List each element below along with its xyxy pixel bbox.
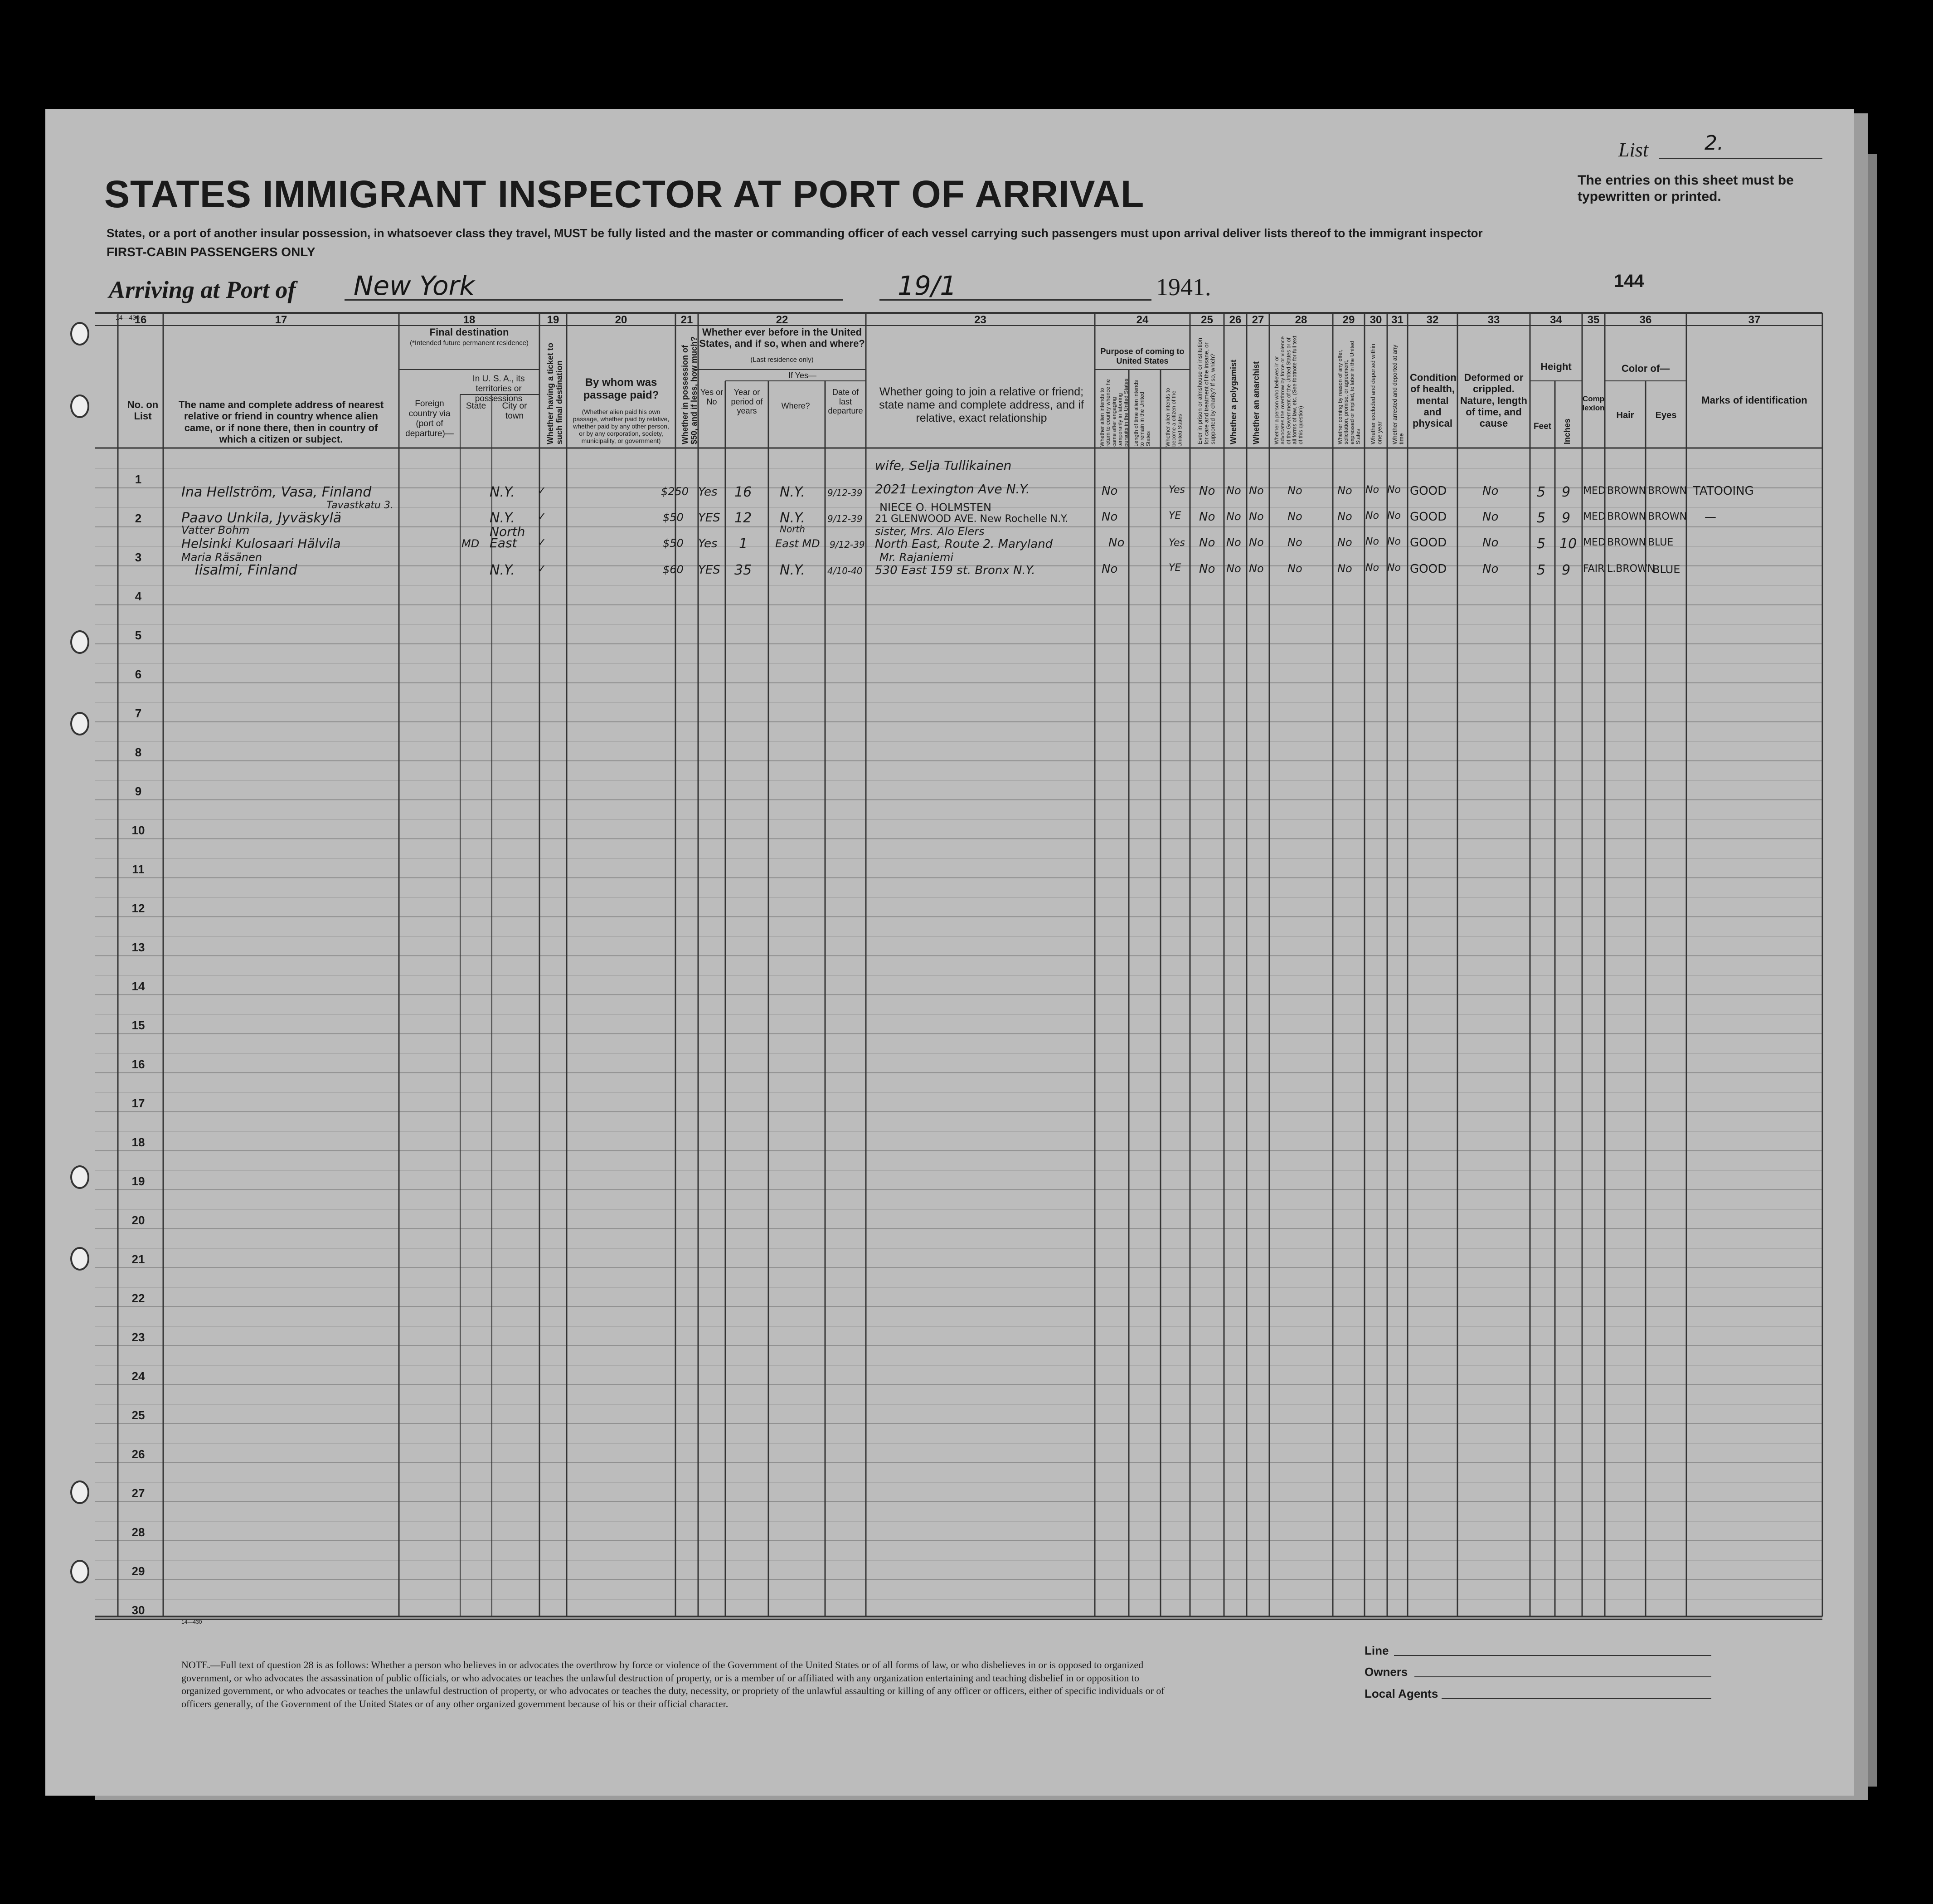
header-overthrow: Whether a person who believes in or advocates the overthrow by force or violence of the Government of the United States or of all forms of law, etc. (See footnote for full text of this question) <box>1273 336 1304 444</box>
departure-date: 9/12-39 <box>827 487 863 498</box>
row-number: 26 <box>131 1447 145 1461</box>
eyes-value: BROWN <box>1648 485 1687 497</box>
row-number: 2 <box>135 511 142 525</box>
money-value: $50 <box>663 537 684 550</box>
row-number: 11 <box>132 862 145 876</box>
destination-state: MD <box>461 537 480 550</box>
hair-value: BROWN <box>1607 485 1646 497</box>
colnum-21: 21 <box>680 314 693 326</box>
row-number: 24 <box>131 1369 145 1383</box>
line-underline <box>1394 1655 1711 1656</box>
header-final-destination-note: (*Intended future permanent residence) <box>410 339 529 347</box>
row-number: 8 <box>135 745 142 759</box>
row-number: 15 <box>131 1018 145 1032</box>
colnum-24: 24 <box>1136 314 1149 326</box>
polygamist-value: No <box>1226 484 1241 497</box>
header-inches: Inches <box>1563 418 1572 444</box>
row-number: 3 <box>135 550 142 564</box>
row-number: 18 <box>131 1135 145 1149</box>
height-inches: 9 <box>1562 484 1571 500</box>
colnum-36: 36 <box>1639 314 1652 326</box>
header-purpose-b: Length of time alien intends to remain in the United States <box>1133 380 1151 447</box>
table-grid <box>45 109 1854 1796</box>
arrested-value: No <box>1387 484 1401 496</box>
labor-offer-value: No <box>1337 562 1352 575</box>
ticket-mark: ✓ <box>537 562 547 575</box>
row-number: 7 <box>135 706 142 720</box>
header-year-period: Year or period of years <box>731 388 763 416</box>
header-purpose-a: Whether alien intends to return to country whence he came after engaging temporarily in laboring pursuits in the United States <box>1099 378 1129 447</box>
height-inches: 9 <box>1562 510 1571 526</box>
anarchist-value: No <box>1249 536 1264 549</box>
colnum-34: 34 <box>1550 314 1562 326</box>
colnum-25: 25 <box>1201 314 1213 326</box>
purpose-citizen: YE <box>1169 562 1181 574</box>
header-health: Condition of health, mental and physical <box>1410 372 1457 429</box>
header-join-relative: Whether going to join a relative or friend; state name and complete address, and if relative, exact relationship <box>879 385 1084 424</box>
header-purpose-c: Whether alien intends to become a citizen of the United States <box>1165 388 1183 447</box>
marks-value: TATOOING <box>1693 484 1754 498</box>
row-number: 12 <box>131 901 145 915</box>
anarchist-value: No <box>1249 484 1264 497</box>
health-value: GOOD <box>1410 536 1447 550</box>
before-yes-no: Yes <box>698 537 718 550</box>
join-address: 530 East 159 st. Bronx N.Y. <box>875 564 1035 577</box>
row-number: 10 <box>131 823 145 837</box>
header-state: State <box>466 401 486 411</box>
complexion-value: MED <box>1583 485 1606 497</box>
destination-city: N.Y. <box>490 562 515 578</box>
before-where: East MD <box>775 537 820 550</box>
binder-hole <box>70 394 89 418</box>
row-number: 23 <box>131 1330 145 1344</box>
header-hair: Hair <box>1616 410 1634 420</box>
row-number: 16 <box>131 1057 145 1071</box>
relative-name: Vatter Bohm <box>181 524 250 536</box>
header-color-of: Color of— <box>1621 363 1670 374</box>
money-value: $250 <box>661 485 689 498</box>
header-purpose: Purpose of coming to United States <box>1100 347 1185 365</box>
arrested-value: No <box>1387 536 1401 547</box>
binder-hole <box>70 1247 89 1271</box>
colnum-30: 30 <box>1370 314 1382 326</box>
header-feet: Feet <box>1533 422 1552 431</box>
before-years: 35 <box>734 562 752 578</box>
page-number: 144 <box>1614 271 1644 291</box>
line-label: Line <box>1365 1644 1389 1657</box>
money-value: $50 <box>663 511 684 524</box>
colnum-20: 20 <box>615 314 627 326</box>
footnote: NOTE.—Full text of question 28 is as follows: Whether a person who believes in or advocates the overthrow by force or violence of the Government of the United States or of all forms of law, or who disbelieves in or is opposed to organized government, or who advocates the assassination of public officials, or who advocates or teaches the unlawful destruction of property, or is a member of or affiliated with any organization entertaining and teaching disbelief in or opposition to organized government, or who advocates or teaches the unlawful destruction of property, or who advocates or teaches the duty, necessity, or propriety of the unlawful assaulting or killing of any officer or officers, either of specific individuals or of officers generally, of the Government of the United States or of any other organized government because of his or their official character. <box>181 1659 1165 1709</box>
colnum-31: 31 <box>1391 314 1404 326</box>
subtitle: States, or a port of another insular possession, in whatsoever class they travel, MUST be fully listed and the master or commanding officer of each vessel carrying such passengers must upon arrival deliver lists thereof to the immigrant inspector <box>107 226 1483 240</box>
colnum-17: 17 <box>275 314 287 326</box>
header-prison: Ever in prison or almshouse or institution for care and treatment of the insane, or supported by charity? If so, which? <box>1196 338 1216 444</box>
row-number: 28 <box>131 1525 145 1539</box>
before-where: N.Y. <box>780 562 805 578</box>
colnum-28: 28 <box>1295 314 1307 326</box>
arriving-label: Arriving at Port of <box>109 276 296 303</box>
before-yes-no: YES <box>698 563 720 577</box>
colnum-16: 16 <box>134 314 147 326</box>
excluded-value: No <box>1365 562 1379 574</box>
before-years: 1 <box>739 536 748 552</box>
join-address: North East, Route 2. Maryland <box>875 537 1053 551</box>
arrested-value: No <box>1387 562 1401 574</box>
relative-address: Ina Hellström, Vasa, Finland <box>181 484 372 500</box>
header-no-on-list: No. on List <box>127 399 159 422</box>
departure-date: 9/12-39 <box>827 513 863 524</box>
row-number: 17 <box>131 1096 145 1110</box>
purpose-return: No <box>1108 536 1125 550</box>
row-number: 5 <box>135 628 142 642</box>
header-labor-offer: Whether coming by reason of any offer, solicitation, promise, or agreement, expressed or implied, to labor in the United States <box>1337 341 1361 444</box>
header-in-usa: In U. S. A., its territories or possessions <box>472 374 525 404</box>
anarchist-value: No <box>1249 562 1264 575</box>
purpose-return: No <box>1102 484 1118 498</box>
prison-value: No <box>1199 536 1215 550</box>
prison-value: No <box>1199 510 1215 524</box>
port-value: New York <box>354 270 475 301</box>
before-where: N.Y. <box>780 510 805 526</box>
row-number: 19 <box>131 1174 145 1188</box>
header-polygamist: Whether a polygamist <box>1229 359 1238 444</box>
height-feet: 5 <box>1537 562 1546 578</box>
purpose-return: No <box>1102 562 1118 576</box>
join-name: wife, Selja Tullikainen <box>875 458 1012 473</box>
header-ticket: Whether having a ticket to such final destination <box>546 342 564 444</box>
header-eyes: Eyes <box>1655 410 1677 420</box>
header-nearest-relative: The name and complete address of nearest relative or friend in country whence alien came, or if none there, then in country of which a citizen or subject. <box>178 399 384 445</box>
header-where: Where? <box>781 401 810 410</box>
colnum-29: 29 <box>1342 314 1355 326</box>
before-yes-no: YES <box>698 511 720 525</box>
height-inches: 9 <box>1562 562 1571 578</box>
colnum-22: 22 <box>776 314 788 326</box>
join-address: 21 GLENWOOD AVE. New Rochelle N.Y. <box>875 513 1068 525</box>
row-number: 29 <box>131 1564 145 1578</box>
date-value: 19/1 <box>898 270 957 301</box>
before-years: 16 <box>734 484 752 500</box>
binder-hole <box>70 630 89 654</box>
row-number: 30 <box>131 1603 145 1617</box>
hair-value: L.BROWN <box>1607 563 1655 575</box>
complexion-value: FAIR <box>1583 563 1605 575</box>
header-foreign-country: Foreign country via (port of departure)— <box>405 399 454 438</box>
ticket-mark: ✓ <box>537 536 547 549</box>
row-number: 1 <box>135 472 142 486</box>
local-agents-label: Local Agents <box>1365 1687 1438 1700</box>
list-label: List <box>1618 139 1649 161</box>
before-yes-no: Yes <box>698 485 718 499</box>
destination-city: N.Y. <box>490 484 515 500</box>
header-money: Whether in possession of $50, and if less, how much? <box>680 336 699 444</box>
height-inches: 10 <box>1559 536 1577 552</box>
purpose-citizen: Yes <box>1169 484 1185 496</box>
binder-hole <box>70 1480 89 1504</box>
purpose-citizen: Yes <box>1169 537 1185 549</box>
excluded-value: No <box>1365 536 1379 547</box>
instruction-note: The entries on this sheet must be typewritten or printed. <box>1578 173 1794 204</box>
row-number: 27 <box>131 1486 145 1500</box>
header-height: Height <box>1540 361 1572 372</box>
colnum-32: 32 <box>1426 314 1439 326</box>
colnum-27: 27 <box>1252 314 1264 326</box>
list-number: 2. <box>1705 131 1724 155</box>
manifest-sheet <box>45 109 1854 1796</box>
eyes-value: BLUE <box>1652 563 1680 576</box>
deformed-value: No <box>1482 510 1499 524</box>
colnum-26: 26 <box>1229 314 1242 326</box>
header-passage-paid-note: (Whether alien paid his own passage, whether paid by relative, whether paid by any other person, or by any corporation, society, municipality, or government) <box>573 408 670 445</box>
relative-address: Helsinki Kulosaari Hälvila <box>181 536 341 551</box>
colnum-18: 18 <box>463 314 476 326</box>
prison-value: No <box>1199 484 1215 498</box>
labor-offer-value: No <box>1337 484 1352 497</box>
header-arrested: Whether arrested and deported at any time <box>1391 345 1405 444</box>
eyes-value: BLUE <box>1648 537 1674 548</box>
header-if-yes: If Yes— <box>788 371 817 380</box>
binder-hole <box>70 1165 89 1189</box>
header-excluded: Whether excluded and deported within one year <box>1370 344 1383 444</box>
labor-offer-value: No <box>1337 536 1352 549</box>
binder-hole <box>70 322 89 346</box>
height-feet: 5 <box>1537 536 1546 552</box>
colnum-35: 35 <box>1587 314 1600 326</box>
colnum-23: 23 <box>974 314 986 326</box>
header-passage-paid: By whom was passage paid? <box>583 376 659 401</box>
purpose-return: No <box>1102 510 1118 524</box>
height-feet: 5 <box>1537 510 1546 526</box>
form-code-bottom: 14—430 <box>181 1619 202 1625</box>
eyes-value: BROWN <box>1648 511 1687 522</box>
before-where-line1: North <box>780 524 805 535</box>
header-date-departure: Date of last departure <box>828 388 863 416</box>
year-value: 1941. <box>1156 273 1211 301</box>
overthrow-value: No <box>1287 484 1302 497</box>
row-number: 14 <box>131 979 145 993</box>
polygamist-value: No <box>1226 562 1241 575</box>
departure-date: 4/10-40 <box>827 565 863 576</box>
ticket-mark: ✓ <box>537 484 547 497</box>
owners-label: Owners <box>1365 1665 1408 1679</box>
hair-value: BROWN <box>1607 537 1646 548</box>
labor-offer-value: No <box>1337 510 1352 523</box>
health-value: GOOD <box>1410 510 1447 524</box>
excluded-value: No <box>1365 484 1379 496</box>
relative-name: Maria Räsänen <box>181 551 262 564</box>
complexion-value: MED <box>1583 511 1606 522</box>
header-anarchist: Whether an anarchist <box>1252 361 1261 444</box>
header-marks: Marks of identification <box>1701 394 1807 406</box>
destination-city: N.Y. <box>490 510 515 526</box>
join-address: 2021 Lexington Ave N.Y. <box>875 482 1030 497</box>
complexion-value: MED <box>1583 537 1606 548</box>
row-number: 9 <box>135 784 142 798</box>
header-before-in-us: Whether ever before in the United States, and if so, when and where? <box>699 326 865 350</box>
local-agents-underline <box>1442 1698 1711 1699</box>
header-deformed: Deformed or crippled. Nature, length of time, and cause <box>1460 372 1527 429</box>
anarchist-value: No <box>1249 510 1264 523</box>
row-number: 4 <box>135 589 142 603</box>
health-value: GOOD <box>1410 484 1447 498</box>
deformed-value: No <box>1482 562 1499 576</box>
row-number: 25 <box>131 1408 145 1422</box>
prison-value: No <box>1199 562 1215 576</box>
form-code-top: 14—430 <box>116 314 140 321</box>
arrested-value: No <box>1387 510 1401 521</box>
excluded-value: No <box>1365 510 1379 521</box>
cabin-label: FIRST-CABIN PASSENGERS ONLY <box>107 245 316 259</box>
overthrow-value: No <box>1287 510 1302 523</box>
before-years: 12 <box>734 510 752 526</box>
before-where: N.Y. <box>780 484 805 500</box>
header-city: City or town <box>502 401 527 421</box>
binder-hole <box>70 712 89 735</box>
destination-city: North East <box>490 524 525 551</box>
overthrow-value: No <box>1287 562 1302 575</box>
polygamist-value: No <box>1226 510 1241 523</box>
overthrow-value: No <box>1287 536 1302 549</box>
colnum-19: 19 <box>547 314 559 326</box>
header-before-note: (Last residence only) <box>750 356 814 364</box>
relative-address: Iisalmi, Finland <box>195 562 297 578</box>
row-number: 21 <box>131 1252 145 1266</box>
page-title: STATES IMMIGRANT INSPECTOR AT PORT OF ARRIVAL <box>104 173 1145 215</box>
owners-underline <box>1414 1676 1711 1677</box>
polygamist-value: No <box>1226 536 1241 549</box>
row-number: 13 <box>131 940 145 954</box>
purpose-citizen: YE <box>1169 510 1181 521</box>
join-name: NIECE O. HOLMSTEN <box>879 501 991 514</box>
deformed-value: No <box>1482 484 1499 498</box>
health-value: GOOD <box>1410 562 1447 576</box>
join-name: sister, Mrs. Alo Elers <box>875 525 985 538</box>
marks-value: — <box>1705 510 1716 524</box>
binder-hole <box>70 1560 89 1583</box>
header-final-destination: Final destination <box>429 326 509 338</box>
header-yes-no: Yes or No <box>700 388 724 406</box>
row-number: 6 <box>135 667 142 681</box>
relative-street: Tavastkatu 3. <box>326 500 393 511</box>
hair-value: BROWN <box>1607 511 1646 522</box>
colnum-37: 37 <box>1748 314 1761 326</box>
height-feet: 5 <box>1537 484 1546 500</box>
row-number: 22 <box>131 1291 145 1305</box>
money-value: $60 <box>663 563 684 576</box>
join-name: Mr. Rajaniemi <box>879 551 954 564</box>
deformed-value: No <box>1482 536 1499 550</box>
ticket-mark: ✓ <box>537 510 547 523</box>
colnum-33: 33 <box>1487 314 1500 326</box>
departure-date: 9/12-39 <box>830 539 865 550</box>
relative-address: Paavo Unkila, Jyväskylä <box>181 510 342 526</box>
header-complexion: Complexion <box>1582 394 1605 412</box>
row-number: 20 <box>131 1213 145 1227</box>
